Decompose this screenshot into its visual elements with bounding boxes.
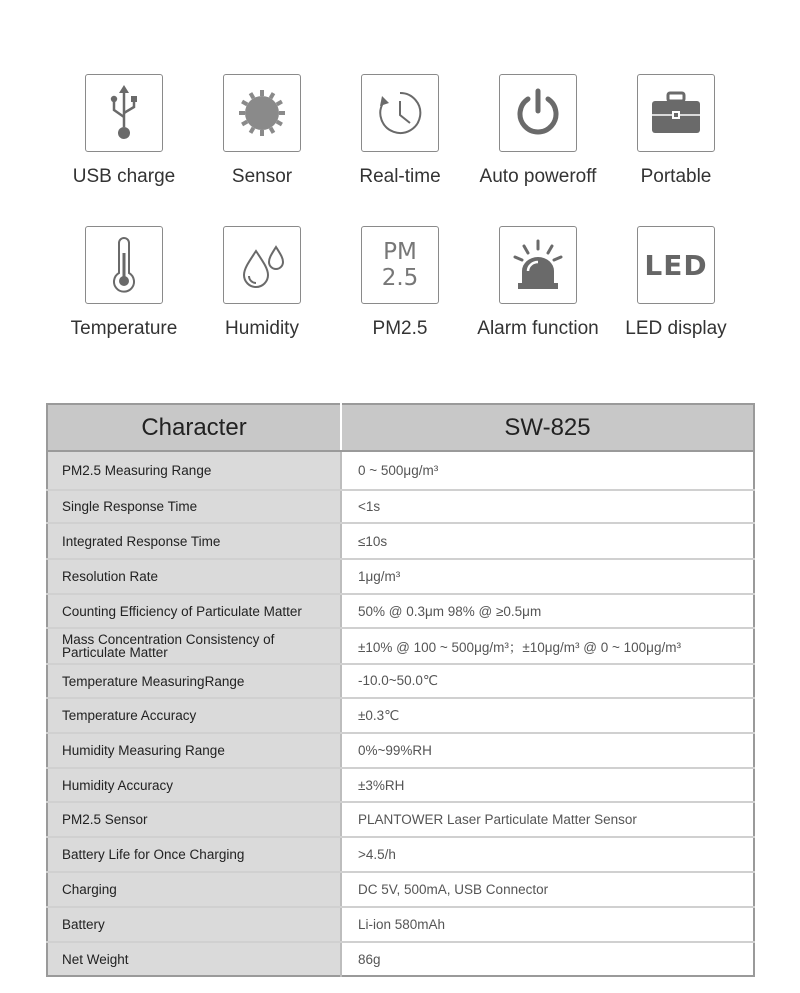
table-row [47,664,754,698]
feature-humidity [182,226,342,340]
table-row [47,523,754,559]
table-row [47,942,754,976]
table-row [47,837,754,872]
spec-label: Temperature Accuracy [47,698,341,733]
feature-humidity-label: Humidity [225,318,299,339]
table-row [47,698,754,733]
spec-table [46,403,755,977]
table-row [47,451,754,490]
table-row [47,559,754,594]
spec-value: 0 ~ 500μg/m³ [341,451,754,490]
feature-sensor-label: Sensor [231,166,293,187]
table-row [47,594,754,628]
spec-label: PM2.5 Sensor [47,802,341,837]
spec-label: Single Response Time [47,490,341,523]
feature-temperature-label: Temperature [70,318,178,339]
feature-portable-label: Portable [640,166,712,187]
alarm-light-icon [510,237,566,293]
spec-value: <1s [341,490,754,523]
table-row [47,802,754,837]
table-row [47,628,754,664]
feature-realtime-label: Real-time [359,166,441,187]
feature-led-label: LED display [625,318,727,339]
spec-value: ≤10s [341,523,754,559]
sensor-icon [236,87,288,139]
power-icon [512,87,564,139]
feature-poweroff-label: Auto poweroff [479,166,597,187]
feature-pm25-label: PM2.5 [372,318,428,339]
spec-label: Battery Life for Once Charging [47,837,341,872]
spec-label: Temperature MeasuringRange [47,664,341,698]
pm25-icon-line1: PM [383,239,417,265]
spec-value: DC 5V, 500mA, USB Connector [341,872,754,907]
clock-icon [372,85,428,141]
spec-value: PLANTOWER Laser Particulate Matter Sensor [341,802,754,837]
feature-humidity-tile [223,226,301,304]
feature-temperature [44,226,204,340]
spec-label: Battery [47,907,341,942]
spec-table-header [47,404,754,451]
feature-temperature-tile [85,226,163,304]
feature-led [596,226,756,340]
feature-sensor [182,74,342,188]
spec-value: ±10% @ 100 ~ 500μg/m³；±10μg/m³ @ 0 ~ 100μg/m³ [341,628,754,664]
thermometer-icon [109,235,139,295]
spec-label: PM2.5 Measuring Range [47,451,341,490]
table-row [47,733,754,768]
feature-poweroff [458,74,618,188]
spec-value: 1μg/m³ [341,559,754,594]
spec-label: Mass Concentration Consistency of Particulate Matter [47,628,341,664]
spec-value: -10.0~50.0℃ [341,664,754,698]
feature-alarm [458,226,618,340]
spec-label: Integrated Response Time [47,523,341,559]
feature-pm25-tile [361,226,439,304]
pm25-icon [382,239,419,291]
briefcase-icon [650,91,702,135]
feature-alarm-tile [499,226,577,304]
spec-value: ±3%RH [341,768,754,802]
header-model: SW-825 [341,404,754,451]
table-row [47,872,754,907]
spec-value: 50% @ 0.3μm 98% @ ≥0.5μm [341,594,754,628]
feature-portable-tile [637,74,715,152]
spec-label: Charging [47,872,341,907]
usb-icon [104,83,144,143]
feature-pm25 [320,226,480,340]
led-icon: LED [644,248,708,282]
feature-realtime-tile [361,74,439,152]
spec-label: Resolution Rate [47,559,341,594]
feature-usb [44,74,204,188]
spec-value: 86g [341,942,754,976]
feature-poweroff-tile [499,74,577,152]
feature-usb-label: USB charge [72,166,176,187]
spec-label: Net Weight [47,942,341,976]
feature-realtime [320,74,480,188]
spec-value: 0%~99%RH [341,733,754,768]
header-character: Character [47,404,341,451]
feature-led-tile [637,226,715,304]
table-row [47,768,754,802]
feature-usb-tile [85,74,163,152]
feature-portable [596,74,756,188]
feature-alarm-label: Alarm function [477,318,599,339]
spec-value: >4.5/h [341,837,754,872]
pm25-icon-line2: 2.5 [381,265,419,291]
spec-value: ±0.3℃ [341,698,754,733]
spec-label: Humidity Accuracy [47,768,341,802]
feature-sensor-tile [223,74,301,152]
spec-label: Counting Efficiency of Particulate Matter [47,594,341,628]
droplets-icon [234,237,290,293]
spec-value: Li-ion 580mAh [341,907,754,942]
table-row [47,490,754,523]
table-row [47,907,754,942]
spec-label: Humidity Measuring Range [47,733,341,768]
spec-table-body [47,451,754,976]
